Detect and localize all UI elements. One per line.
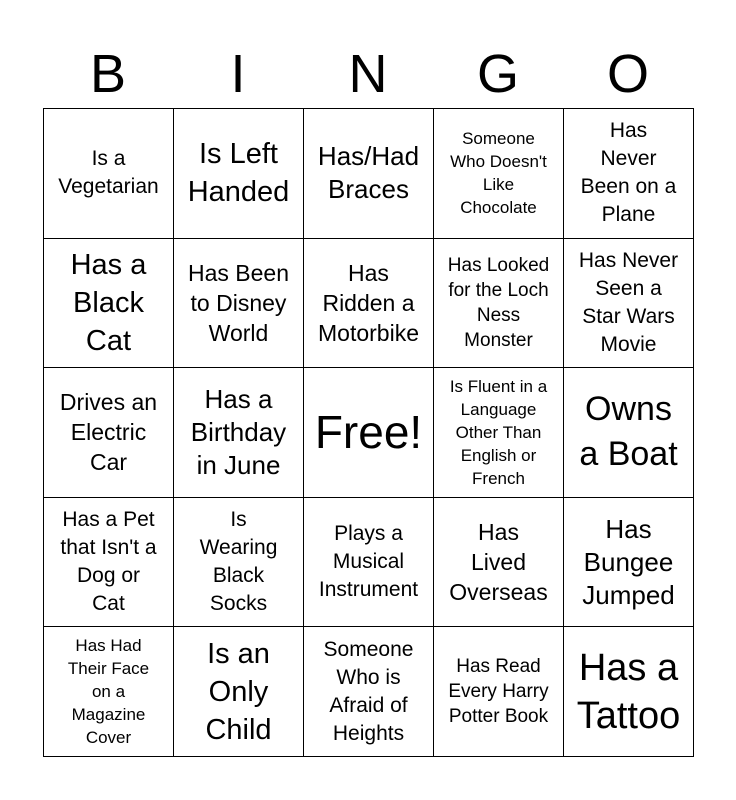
bingo-cell-r3-c1[interactable]	[44, 368, 174, 498]
cell-text: Owns a Boat	[579, 390, 678, 474]
bingo-cell-r1-c2[interactable]	[174, 109, 304, 239]
bingo-cell-r5-c3[interactable]	[304, 627, 434, 757]
cell-text: Is Wearing Black Socks	[199, 508, 278, 616]
cell-text: Has a Black Cat	[70, 248, 147, 357]
bingo-cell-r1-c5[interactable]	[564, 109, 694, 239]
header-letter-g: G	[476, 44, 519, 104]
cell-text: Has a Pet that Isn't a Dog or Cat	[60, 508, 157, 616]
bingo-cell-r1-c3[interactable]	[304, 109, 434, 239]
header-letter-o: O	[606, 44, 649, 104]
cell-text: Has Never Been on a Plane	[580, 119, 677, 227]
bingo-header	[43, 38, 693, 108]
cell-text: Has Read Every Harry Potter Book	[448, 656, 549, 728]
bingo-cell-r2-c1[interactable]	[44, 239, 174, 369]
cell-text: Plays a Musical Instrument	[318, 522, 419, 602]
bingo-cell-r5-c4[interactable]	[434, 627, 564, 757]
bingo-cell-r5-c5[interactable]	[564, 627, 694, 757]
cell-text: Has a Tattoo	[576, 646, 681, 737]
bingo-cell-r5-c2[interactable]	[174, 627, 304, 757]
cell-text: Has Ridden a Motorbike	[318, 259, 419, 346]
cell-text: Has Been to Disney World	[187, 259, 289, 346]
bingo-cell-r2-c5[interactable]	[564, 239, 694, 369]
bingo-cell-r2-c2[interactable]	[174, 239, 304, 369]
cell-text: Is Fluent in a Language Other Than English or French	[449, 376, 548, 488]
bingo-cell-r4-c3[interactable]	[304, 498, 434, 628]
cell-text: Someone Who Doesn't Like Chocolate	[450, 129, 547, 218]
bingo-cell-r3-c2[interactable]	[174, 368, 304, 498]
free-space-text: Free!	[314, 406, 423, 459]
bingo-cell-r4-c1[interactable]	[44, 498, 174, 628]
bingo-cell-r1-c1[interactable]	[44, 109, 174, 239]
cell-text: Has Bungee Jumped	[582, 513, 675, 610]
bingo-cell-r1-c4[interactable]	[434, 109, 564, 239]
bingo-cell-r4-c2[interactable]	[174, 498, 304, 628]
bingo-cell-r2-c4[interactable]	[434, 239, 564, 369]
bingo-cell-r4-c5[interactable]	[564, 498, 694, 628]
bingo-cell-r3-c5[interactable]	[564, 368, 694, 498]
header-letter-n: N	[348, 44, 388, 104]
bingo-cell-free[interactable]	[304, 368, 434, 498]
cell-text: Has/Had Braces	[317, 141, 420, 205]
bingo-cell-r4-c4[interactable]	[434, 498, 564, 628]
cell-text: Is Left Handed	[187, 138, 290, 209]
cell-text: Drives an Electric Car	[59, 389, 158, 476]
cell-text: Has Looked for the Loch Ness Monster	[447, 254, 550, 351]
cell-text: Has Never Seen a Star Wars Movie	[578, 248, 679, 356]
header-letter-i: I	[230, 44, 246, 104]
cell-text: Has Lived Overseas	[449, 519, 548, 606]
header-letter-b: B	[89, 44, 127, 104]
cell-text: Is a Vegetarian	[58, 147, 159, 199]
cell-text: Someone Who is Afraid of Heights	[323, 637, 414, 745]
bingo-cell-r3-c4[interactable]	[434, 368, 564, 498]
cell-text: Has a Birthday in June	[190, 383, 287, 480]
cell-text: Has Had Their Face on a Magazine Cover	[67, 636, 150, 748]
bingo-cell-r2-c3[interactable]	[304, 239, 434, 369]
bingo-cell-r5-c1[interactable]	[44, 627, 174, 757]
cell-text: Is an Only Child	[205, 637, 272, 746]
bingo-grid	[43, 108, 694, 757]
